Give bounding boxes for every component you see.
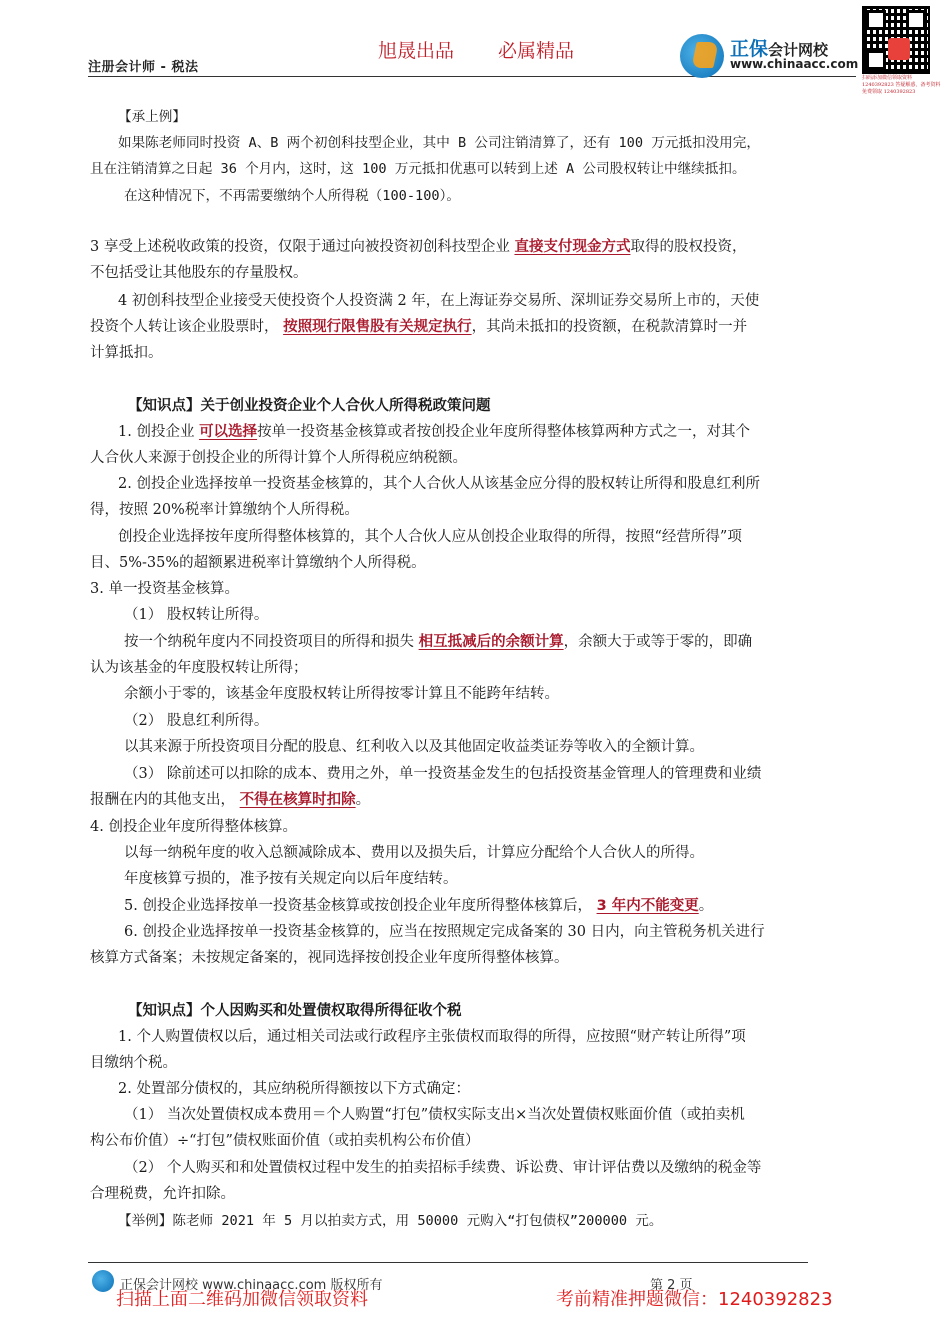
highlight-text: 3 年内不能变更 — [596, 898, 699, 914]
footer-promo-right: 考前精准押题微信：1240392823 — [556, 1289, 833, 1310]
highlight-text: 可以选择 — [199, 424, 258, 440]
section-heading: 【知识点】关于创业投资企业个人合伙人所得税政策问题 — [128, 398, 491, 414]
highlight-text: 直接支付现金方式 — [514, 239, 631, 255]
paragraph: 得，按照 20%税率计算缴纳个人所得税。 — [90, 502, 359, 518]
paragraph: 计算抵扣。 — [90, 345, 163, 361]
paragraph: 构公布价值）÷“打包”债权账面价值（或拍卖机构公布价值） — [90, 1133, 480, 1149]
slogan-right: 必属精品 — [498, 40, 575, 62]
paragraph: 核算方式备案；未按规定备案的，视同选择按创投企业年度所得整体核算。 — [90, 950, 569, 966]
paragraph: 创投企业选择按年度所得整体核算的，其个人合伙人应从创投企业取得的所得，按照“经营所得”项 — [118, 529, 742, 545]
paragraph: 2. 创投企业选择按单一投资基金核算的，其个人合伙人从该基金应分得的股权转让所得和股息红利所 — [118, 476, 760, 492]
paragraph: 3. 单一投资基金核算。 — [90, 581, 239, 597]
highlight-text: 按照现行限售股有关规定执行 — [283, 319, 472, 335]
footer-promo-left: 扫描上面二维码加微信领取资料 — [116, 1289, 368, 1310]
footer-logo-icon — [92, 1270, 114, 1292]
paragraph: 以其来源于所投资项目分配的股息、红利收入以及其他固定收益类证券等收入的全额计算。 — [124, 739, 704, 755]
qr-badge-icon — [888, 38, 910, 60]
section-heading: 【知识点】个人因购买和处置债权取得所得征收个税 — [128, 1003, 462, 1019]
paragraph: 认为该基金的年度股权转让所得； — [90, 660, 308, 676]
logo-name-suffix: 会计网校 — [768, 41, 829, 59]
paragraph: 目缴纳个税。 — [90, 1055, 177, 1071]
footer-divider — [88, 1262, 808, 1263]
paragraph: 【举例】陈老师 2021 年 5 月以拍卖方式，用 50000 元购入“打包债权”200000 元。 — [118, 1213, 663, 1229]
paragraph: 不包括受让其他股东的存量股权。 — [90, 265, 308, 281]
course-title: 注册会计师 - 税法 — [88, 60, 199, 75]
logo-url: www.chinaacc.com — [730, 57, 859, 71]
paragraph: 如果陈老师同时投资 A、B 两个初创科技型企业，其中 B 公司注销清算了，还有 100 万元抵扣没用完， — [118, 135, 760, 151]
paragraph: 在这种情况下，不再需要缴纳个人所得税（100-100）。 — [124, 188, 460, 204]
header-divider — [88, 76, 856, 77]
paragraph: 报酬在内的其他支出， 不得在核算时扣除。 — [90, 792, 371, 808]
paragraph: （1） 当次处置债权成本费用＝个人购置“打包”债权实际支出×当次处置债权账面价值（或拍卖机 — [124, 1107, 745, 1123]
footer-copyright: 正保会计网校 www.chinaacc.com 版权所有 — [120, 1278, 383, 1293]
paragraph: 人合伙人来源于创投企业的所得计算个人所得税应纳税额。 — [90, 450, 467, 466]
paragraph: （2） 个人购买和和处置债权过程中发生的拍卖招标手续费、诉讼费、审计评估费以及缴纳的税金等 — [124, 1160, 762, 1176]
slogan-left: 旭晟出品 — [378, 40, 455, 62]
example-heading: 【承上例】 — [118, 109, 186, 125]
paragraph: 年度核算亏损的，准予按有关规定向以后年度结转。 — [124, 871, 458, 887]
paragraph: 合理税费，允许扣除。 — [90, 1186, 235, 1202]
page-number: 第 2 页 — [650, 1278, 693, 1293]
paragraph: 3 享受上述税收政策的投资，仅限于通过向被投资初创科技型企业 直接支付现金方式取得的股权投资， — [90, 239, 747, 255]
paragraph: （3） 除前述可以扣除的成本、费用之外，单一投资基金发生的包括投资基金管理人的管理费和业绩 — [124, 766, 762, 782]
paragraph: 4 初创科技型企业接受天使投资个人投资满 2 年，在上海证券交易所、深圳证券交易所上市的，天使 — [118, 293, 760, 309]
paragraph: 目、5%-35%的超额累进税率计算缴纳个人所得税。 — [90, 555, 426, 571]
paragraph: 投资个人转让该企业股票时， 按照现行限售股有关规定执行，其尚未抵扣的投资额，在税款清算时一并 — [90, 319, 748, 335]
paragraph: 2. 处置部分债权的，其应纳税所得额按以下方式确定： — [118, 1081, 470, 1097]
paragraph: 4. 创投企业年度所得整体核算。 — [90, 819, 297, 835]
logo-name: 正保 — [730, 38, 769, 60]
paragraph: 且在注销清算之日起 36 个月内，这时，这 100 万元抵扣优惠可以转到上述 A 公司股权转让中继续抵扣。 — [90, 161, 746, 177]
paragraph: 余额小于零的，该基金年度股权转让所得按零计算且不能跨年结转。 — [124, 686, 559, 702]
highlight-text: 不得在核算时扣除 — [239, 792, 356, 808]
qr-note: 扫码添加微信领取资料 1240392823 答疑解惑，备考资料免费领取 1240392823 — [862, 75, 941, 95]
paragraph: 1. 个人购置债权以后，通过相关司法或行政程序主张债权而取得的所得，应按照“财产转让所得”项 — [118, 1029, 746, 1045]
paragraph: 1. 创投企业 可以选择按单一投资基金核算或者按创投企业年度所得整体核算两种方式之一，对其个 — [118, 424, 751, 440]
paragraph: （2） 股息红利所得。 — [124, 713, 269, 729]
paragraph: 以每一纳税年度的收入总额减除成本、费用以及损失后，计算应分配给个人合伙人的所得。 — [124, 845, 704, 861]
paragraph: 6. 创投企业选择按单一投资基金核算的，应当在按照规定完成备案的 30 日内，向主管税务机关进行 — [124, 924, 765, 940]
paragraph: （1） 股权转让所得。 — [124, 607, 269, 623]
paragraph: 5. 创投企业选择按单一投资基金核算或按创投企业年度所得整体核算后， 3 年内不能变更。 — [124, 898, 714, 914]
highlight-text: 相互抵减后的余额计算 — [418, 634, 564, 650]
paragraph: 按一个纳税年度内不同投资项目的所得和损失 相互抵减后的余额计算，余额大于或等于零的，即确 — [124, 634, 753, 650]
